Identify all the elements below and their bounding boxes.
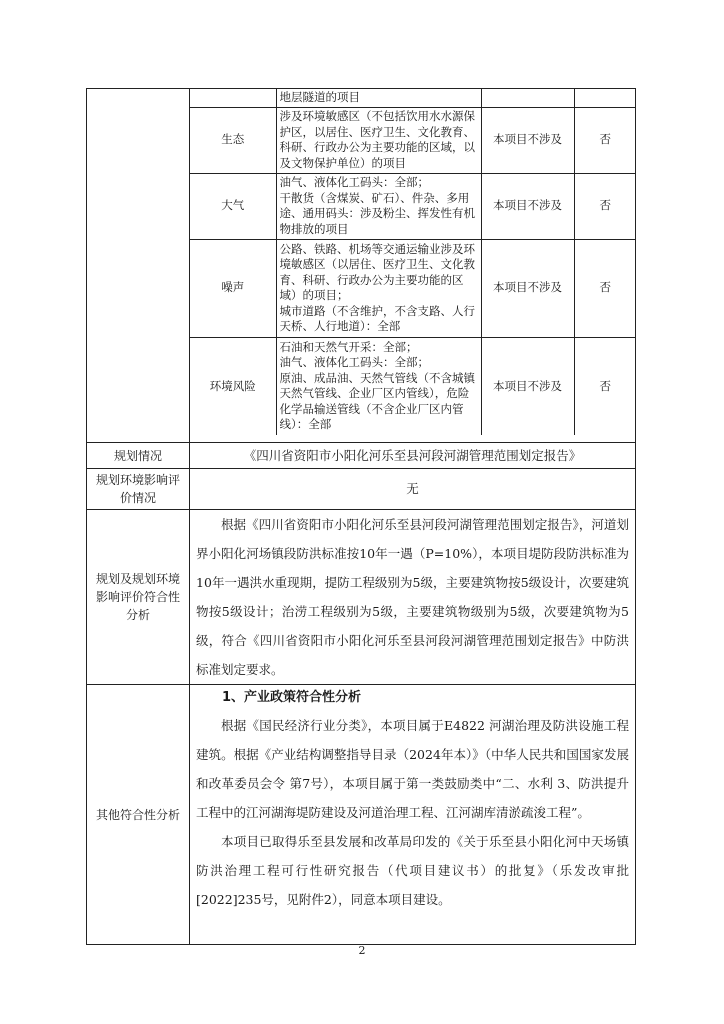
scope-cell xyxy=(276,107,481,173)
other-compliance-cell xyxy=(190,685,636,945)
scope-line: 干散货（含煤炭、矿石）、件杂、多用途、通用码头：涉及粉尘、挥发性有机物排放的项目 xyxy=(279,190,475,236)
scope-line: 公路、铁路、机场等交通运输业涉及环境敏感区（以居住、医疗卫生、文化教育、科研、行政办公为主要功能的区域）的项目； xyxy=(279,241,475,302)
project-cell: 本项目不涉及 xyxy=(481,239,574,337)
result-cell: 否 xyxy=(574,107,636,173)
project-cell xyxy=(481,89,574,107)
planning-eia-row xyxy=(87,469,636,510)
result-cell xyxy=(574,89,636,107)
scope-line: 城市道路（不含维护，不含支路、人行天桥、人行地道）：全部 xyxy=(279,303,475,333)
planning-compliance-text: 根据《四川省资阳市小阳化河乐至县河段河湖管理范围划定报告》，河道划界小阳化河场镇段防洪标准按10年一遇（P=10%），本项目堤防段防洪标准为10年一遇洪水重现期，提防工程级别为5级，主要建筑物按5级设计，次要建筑物按5级设计；治涝工程级别为5级，主要建筑物级别为5级，次要建筑物为5级，符合《四川省资阳市小阳化河乐至县河段河湖管理范围划定报告》中防洪标准划定要求。 xyxy=(196,517,629,677)
table-row xyxy=(190,337,636,435)
section-heading: 1、产业政策符合性分析 xyxy=(222,690,362,705)
project-cell: 本项目不涉及 xyxy=(481,173,574,239)
body-paragraph: 本项目已取得乐至县发展和改革局印发的《关于乐至县小阳化河中天场镇防洪治理工程可行性研究报告（代项目建议书）的批复》（乐发改审批[2022]235号，见附件2），同意本项目建设。 xyxy=(196,834,629,907)
scope-line: 石油和天然气开采：全部； xyxy=(279,339,418,354)
table-row xyxy=(190,239,636,337)
env-subtable xyxy=(190,89,636,435)
category-cell: 生态 xyxy=(190,107,276,173)
category-cell: 噪声 xyxy=(190,239,276,337)
scope-line: 地层隧道的项目 xyxy=(279,90,360,104)
planning-value: 《四川省资阳市小阳化河乐至县河段河湖管理范围划定报告》 xyxy=(190,443,636,469)
scope-cell xyxy=(276,337,481,435)
table-row xyxy=(190,89,636,107)
planning-eia-label: 规划环境影响评价情况 xyxy=(87,469,190,510)
scope-line: 油气、液体化工码头：全部； xyxy=(279,175,429,189)
planning-row xyxy=(87,443,636,469)
planning-compliance-cell xyxy=(190,510,636,685)
planning-compliance-row xyxy=(87,510,636,685)
scope-cell xyxy=(276,239,481,337)
result-cell: 否 xyxy=(574,173,636,239)
assessment-table xyxy=(86,88,636,945)
result-cell: 否 xyxy=(574,239,636,337)
env-subtable-cell xyxy=(190,89,636,443)
planning-compliance-label: 规划及规划环境影响评价符合性分析 xyxy=(87,510,190,685)
other-compliance-label: 其他符合性分析 xyxy=(87,685,190,945)
body-paragraph: 根据《国民经济行业分类》，本项目属于E4822 河湖治理及防洪设施工程建筑。根据《产业结构调整指导目录（2024年本）》（中华人民共和国国家发展和改革委员会令 第7号），本项目属于第一类鼓励类中“二、水利 3、防洪提升工程中的江河湖海堤防建设及河道治理工程、江河湖库清淤疏浚工程”。 xyxy=(196,718,629,820)
scope-line: 涉及环境敏感区（不包括饮用水水源保护区，以居住、医疗卫生、文化教育、科研、行政办公为主要功能的区域，以及文物保护单位）的项目 xyxy=(279,109,475,170)
scope-line: 油气、液体化工码头：全部； xyxy=(279,355,429,370)
project-cell: 本项目不涉及 xyxy=(481,337,574,435)
project-cell: 本项目不涉及 xyxy=(481,107,574,173)
category-cell xyxy=(190,89,276,107)
category-cell: 大气 xyxy=(190,173,276,239)
planning-label: 规划情况 xyxy=(87,443,190,469)
planning-eia-value: 无 xyxy=(190,469,636,510)
category-cell: 环境风险 xyxy=(190,337,276,435)
table-row xyxy=(190,173,636,239)
result-cell: 否 xyxy=(574,337,636,435)
page-number: 2 xyxy=(358,944,366,957)
env-sensitive-row xyxy=(87,89,636,443)
other-compliance-row xyxy=(87,685,636,945)
scope-cell xyxy=(276,89,481,107)
env-empty-label-cell xyxy=(87,89,190,443)
scope-cell xyxy=(276,173,481,239)
scope-line: 原油、成品油、天然气管线（不含城镇天然气管线、企业厂区内管线），危险化学品输送管线（不含企业厂区内管线）：全部 xyxy=(279,370,475,432)
table-row xyxy=(190,107,636,173)
